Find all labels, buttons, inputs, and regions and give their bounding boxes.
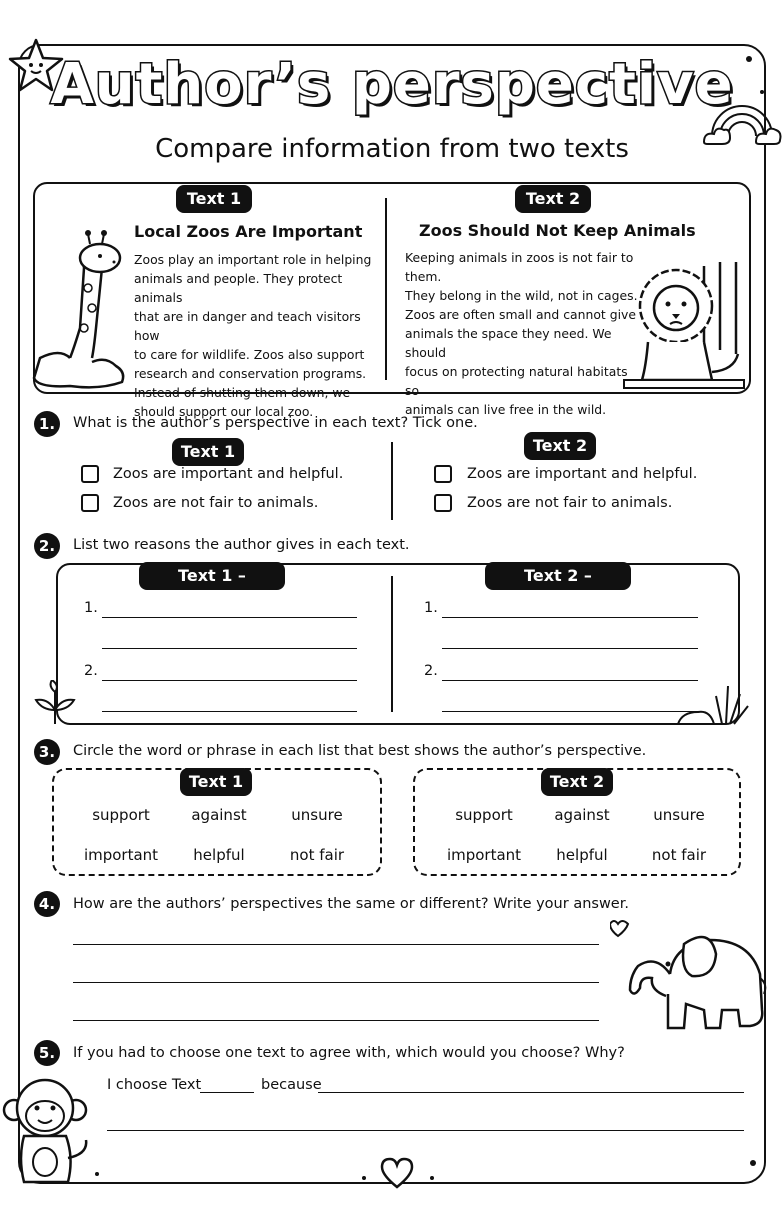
q3-text1-word-important[interactable]: important <box>83 846 159 864</box>
q2-right-num2: 2. <box>424 663 438 679</box>
q1-text2-option1-checkbox[interactable] <box>434 465 452 483</box>
text2-tag: Text 2 <box>515 185 591 213</box>
question-3-text: Circle the word or phrase in each list that best shows the author’s perspective. <box>73 743 647 759</box>
q1-text1-option2-label: Zoos are not fair to animals. <box>113 495 319 511</box>
question-4-text: How are the authors’ perspectives the same or different? Write your answer. <box>73 896 629 912</box>
q1-divider <box>391 442 393 520</box>
question-1-number: 1. <box>34 411 60 437</box>
q2-text1-tag: Text 1 – Reasons <box>139 562 285 590</box>
question-4-number: 4. <box>34 891 60 917</box>
q2-left-num1: 1. <box>84 600 98 616</box>
q1-text2-option2-label: Zoos are not fair to animals. <box>467 495 673 511</box>
q3-text2-word-helpful[interactable]: helpful <box>556 846 608 864</box>
q1-text1-option2-checkbox[interactable] <box>81 494 99 512</box>
heart-icon <box>380 1157 414 1189</box>
q1-text1-option1-label: Zoos are important and helpful. <box>113 466 344 482</box>
monkey-icon <box>2 1078 94 1188</box>
q1-text1-tag: Text 1 <box>172 438 244 466</box>
q3-text2-word-unsure[interactable]: unsure <box>653 806 705 824</box>
text2-body: Keeping animals in zoos is not fair to them. They belong in the wild, not in cages. Zoos are often small and cannot give animals the space they need. We should focus on protecting natural habitats so animals can live free in the wild. <box>405 250 638 417</box>
q3-text1-word-not-fair[interactable]: not fair <box>289 846 345 864</box>
plant-icon <box>34 680 76 726</box>
q3-text2-word-support[interactable]: support <box>455 806 513 824</box>
text2-heading: Zoos Should Not Keep Animals <box>419 221 696 240</box>
q2-text2-tag: Text 2 – Reasons <box>485 562 631 590</box>
q2-right-num1: 1. <box>424 600 438 616</box>
q5-because-label: because <box>261 1077 322 1093</box>
q2-right-answer2-line[interactable] <box>442 680 698 681</box>
page-title: Author’s perspective <box>50 52 734 117</box>
q3-text2-word-important[interactable]: important <box>446 846 522 864</box>
lion-icon <box>622 262 748 390</box>
q2-left-answer1-line[interactable] <box>102 617 357 618</box>
rock-grass-icon <box>676 682 752 726</box>
q1-text2-tag: Text 2 <box>524 432 596 460</box>
question-5-number: 5. <box>34 1040 60 1066</box>
q1-text2-option1-label: Zoos are important and helpful. <box>467 466 698 482</box>
q3-text1-tag: Text 1 <box>180 768 252 796</box>
q1-text2-option2-checkbox[interactable] <box>434 494 452 512</box>
q3-text1-word-support[interactable]: support <box>92 806 150 824</box>
texts-divider <box>385 198 387 380</box>
q3-text2-word-not-fair[interactable]: not fair <box>651 846 707 864</box>
text1-heading: Local Zoos Are Important <box>134 222 363 241</box>
q3-text2-tag: Text 2 <box>541 768 613 796</box>
q3-text1-word-helpful[interactable]: helpful <box>193 846 245 864</box>
text1-body: Zoos play an important role in helping animals and people. They protect animals that are in danger and teach visitors how to care for wildlife. Zoos also support research and conservation programs. Instead of shutting them down, we should support our local zoo. <box>134 252 372 419</box>
q4-answer-line-3[interactable] <box>73 1020 599 1021</box>
q1-text1-option1-checkbox[interactable] <box>81 465 99 483</box>
q5-choose-label: I choose Text <box>107 1077 202 1093</box>
q2-right-answer2b-line[interactable] <box>442 711 698 712</box>
q5-answer-line-2[interactable] <box>107 1130 744 1131</box>
q5-because-line[interactable] <box>318 1092 744 1093</box>
q2-right-answer1-line[interactable] <box>442 617 698 618</box>
dot-decoration <box>750 1160 756 1166</box>
dot-decoration <box>362 1176 366 1180</box>
question-2-text: List two reasons the author gives in each text. <box>73 537 410 553</box>
q2-left-answer2b-line[interactable] <box>102 711 357 712</box>
question-3-number: 3. <box>34 739 60 765</box>
q2-left-num2: 2. <box>84 663 98 679</box>
giraffe-icon <box>30 228 130 392</box>
question-1-text: What is the author’s perspective in each text? Tick one. <box>73 415 478 431</box>
q2-left-answer2-line[interactable] <box>102 680 357 681</box>
question-5-text: If you had to choose one text to agree with, which would you choose? Why? <box>73 1045 625 1061</box>
q4-answer-line-1[interactable] <box>73 944 599 945</box>
dot-decoration <box>430 1176 434 1180</box>
q3-text2-word-against[interactable]: against <box>554 806 610 824</box>
q3-text1-word-against[interactable]: against <box>191 806 247 824</box>
q2-left-answer1b-line[interactable] <box>102 648 357 649</box>
dot-decoration <box>95 1172 99 1176</box>
question-2-number: 2. <box>34 533 60 559</box>
q2-divider <box>391 576 393 712</box>
q4-answer-line-2[interactable] <box>73 982 599 983</box>
q2-right-answer1b-line[interactable] <box>442 648 698 649</box>
elephant-icon <box>610 914 768 1034</box>
text1-tag: Text 1 <box>176 185 252 213</box>
q3-text1-word-unsure[interactable]: unsure <box>291 806 343 824</box>
page-subtitle: Compare information from two texts <box>155 134 629 164</box>
q5-text-choice-blank[interactable] <box>200 1092 254 1093</box>
